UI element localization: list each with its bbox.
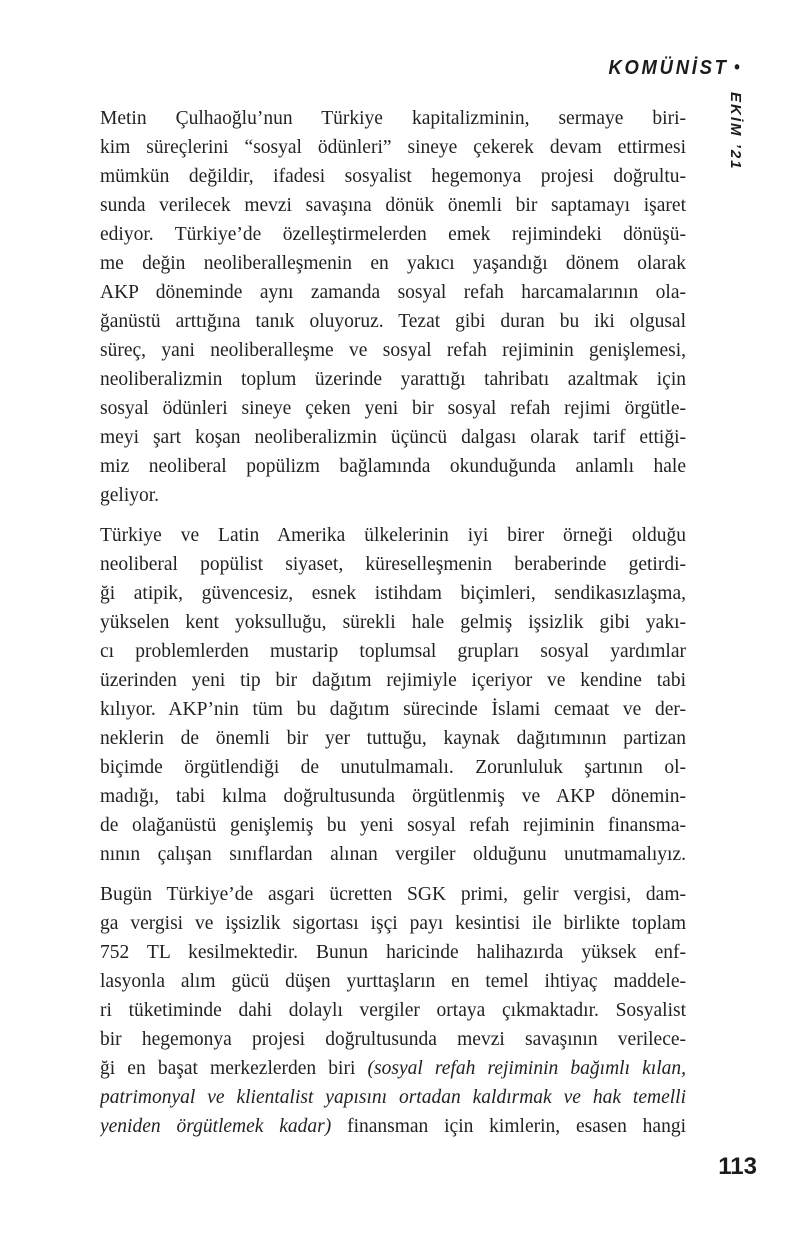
- text-line: ga vergisi ve işsizlik sigortası işçi payı kesintisi ile birlikte toplam: [100, 913, 686, 934]
- text-line: miz neoliberal popülizm bağlamında okunduğunda anlamlı hale: [100, 456, 686, 477]
- text-segment: finansman için kimlerin, esasen hangi: [347, 1116, 686, 1137]
- text-line: biçimde örgütlendiği de unutulmamalı. Zorunluluk şartının ol-: [100, 757, 686, 778]
- text-line: sosyal ödünleri sineye çeken yeni bir sosyal refah rejimi örgütle-: [100, 398, 686, 419]
- paragraph-3: [100, 880, 686, 1141]
- text-line: neoliberalizmin toplum üzerinde yarattığı tahribatı azaltmak için: [100, 369, 686, 390]
- text-segment: ği en başat merkezlerden biri: [100, 1058, 368, 1079]
- text-line: bir hegemonya projesi doğrultusunda mevzi savaşının verilece-: [100, 1029, 686, 1050]
- text-line: Bugün Türkiye’de asgari ücretten SGK primi, gelir vergisi, dam-: [100, 884, 686, 905]
- text-line: kim süreçlerini “sosyal ödünleri” sineye çekerek devam ettirmesi: [100, 137, 686, 158]
- text-segment-italic: (sosyal refah rejiminin bağımlı kılan,: [367, 1058, 686, 1079]
- text-line: madığı, tabi kılma doğrultusunda örgütlenmiş ve AKP dönemin-: [100, 786, 686, 807]
- text-line: süreç, yani neoliberalleşme ve sosyal refah rejiminin genişlemesi,: [100, 340, 686, 361]
- text-line: 752 TL kesilmektedir. Bunun haricinde halihazırda yüksek enf-: [100, 942, 686, 963]
- text-line: ği atipik, güvencesiz, esnek istihdam biçimleri, sendikasızlaşma,: [100, 583, 686, 604]
- text-line: [100, 1112, 686, 1141]
- paragraph-2: [100, 521, 686, 869]
- text-line: neklerin de önemli bir yer tuttuğu, kaynak dağıtımının partizan: [100, 728, 686, 749]
- text-line: lasyonla alım gücü düşen yurttaşların en temel ihtiyaç maddele-: [100, 971, 686, 992]
- text-segment-italic: yeniden örgütlemek kadar): [100, 1116, 348, 1137]
- body-text: [100, 104, 686, 1141]
- journal-title: KOMÜNİST: [608, 57, 729, 79]
- text-line: ediyor. Türkiye’de özelleştirmelerden emek rejimindeki dönüşü-: [100, 224, 686, 245]
- text-line: yükselen kent yoksulluğu, sürekli hale gelmiş işsizlik gibi yakı-: [100, 612, 686, 633]
- text-line: [100, 1054, 686, 1083]
- issue-label: EKİM ’21: [727, 92, 744, 171]
- text-line: üzerinden yeni tip bir dağıtım rejimiyle içeriyor ve kendine tabi: [100, 670, 686, 691]
- text-line: kılıyor. AKP’nin tüm bu dağıtım sürecinde İslami cemaat ve der-: [100, 699, 686, 720]
- text-line: geliyor.: [100, 485, 160, 506]
- text-segment-italic: patrimonyal ve klientalist yapısını ortadan kaldırmak ve hak temelli: [100, 1087, 686, 1108]
- text-line: [100, 1083, 686, 1112]
- text-line: AKP döneminde aynı zamanda sosyal refah harcamalarının ola-: [100, 282, 686, 303]
- page-number: 113: [718, 1153, 757, 1180]
- text-line: neoliberal popülist siyaset, küreselleşmenin beraberinde getirdi-: [100, 554, 686, 575]
- text-line: ri tüketiminde dahi dolaylı vergiler ortaya çıkmaktadır. Sosyalist: [100, 1000, 686, 1021]
- text-line: meyi şart koşan neoliberalizmin üçüncü dalgası olarak tarif ettiği-: [100, 427, 686, 448]
- text-line: cı problemlerden mustarip toplumsal grupları sosyal yardımlar: [100, 641, 686, 662]
- journal-masthead: [608, 57, 740, 80]
- text-line: Metin Çulhaoğlu’nun Türkiye kapitalizminin, sermaye biri-: [100, 108, 686, 129]
- text-line: sunda verilecek mevzi savaşına dönük önemli bir saptamayı işaret: [100, 195, 686, 216]
- bullet-icon: •: [734, 57, 740, 77]
- paragraph-1: [100, 104, 686, 510]
- text-line: de olağanüstü genişlemiş bu yeni sosyal refah rejiminin finansma-: [100, 815, 686, 836]
- text-line: me değin neoliberalleşmenin en yakıcı yaşandığı dönem olarak: [100, 253, 686, 274]
- text-line: ğanüstü arttığına tanık oluyoruz. Tezat gibi duran bu iki olgusal: [100, 311, 686, 332]
- text-line: Türkiye ve Latin Amerika ülkelerinin iyi birer örneği olduğu: [100, 525, 686, 546]
- text-line: nının çalışan sınıflardan alınan vergiler olduğunu unutmamalıyız.: [100, 844, 686, 865]
- text-line: mümkün değildir, ifadesi sosyalist hegemonya projesi doğrultu-: [100, 166, 686, 187]
